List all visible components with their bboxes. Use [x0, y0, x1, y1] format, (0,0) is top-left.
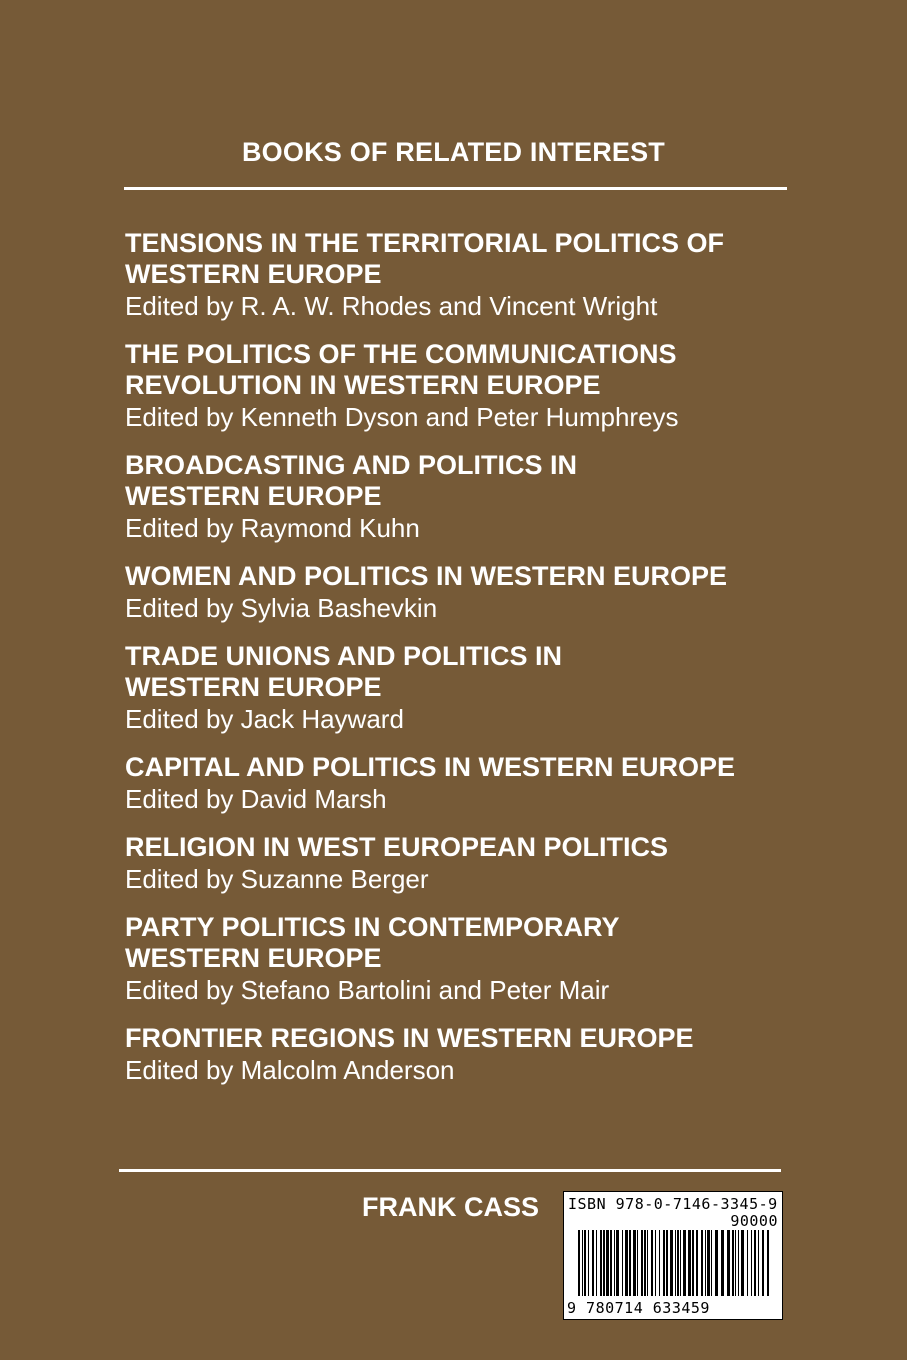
- book-title: BROADCASTING AND POLITICS IN WESTERN EUROPE: [125, 450, 577, 511]
- book-entry: [125, 912, 825, 1006]
- book-editor: Edited by Suzanne Berger: [125, 864, 429, 894]
- barcode-bars-icon: [574, 1230, 774, 1296]
- isbn-text: ISBN 978-0-7146-3345-9: [568, 1195, 778, 1213]
- book-editor: Edited by Sylvia Bashevkin: [125, 593, 438, 623]
- book-title: TRADE UNIONS AND POLITICS IN WESTERN EUROPE: [125, 641, 563, 702]
- book-entry: [125, 641, 825, 735]
- ean-number: 9 780714 633459: [567, 1299, 710, 1317]
- book-entry: [125, 832, 825, 895]
- book-title: FRONTIER REGIONS IN WESTERN EUROPE: [125, 1023, 694, 1053]
- book-editor: Edited by Raymond Kuhn: [125, 513, 420, 543]
- book-entry: [125, 561, 825, 624]
- book-entry: [125, 1023, 825, 1086]
- book-title: RELIGION IN WEST EUROPEAN POLITICS: [125, 832, 669, 862]
- book-editor: Edited by Jack Hayward: [125, 704, 404, 734]
- book-entry: [125, 450, 825, 544]
- book-title: TENSIONS IN THE TERRITORIAL POLITICS OF WESTERN EUROPE: [125, 228, 725, 289]
- publisher-name: FRANK CASS: [362, 1192, 540, 1222]
- book-editor: Edited by David Marsh: [125, 784, 387, 814]
- book-entry: [125, 339, 825, 433]
- barcode: [563, 1191, 783, 1320]
- book-editor: Edited by Stefano Bartolini and Peter Mair: [125, 975, 610, 1005]
- book-title: PARTY POLITICS IN CONTEMPORARY WESTERN EUROPE: [125, 912, 620, 973]
- book-editor: Edited by Malcolm Anderson: [125, 1055, 455, 1085]
- barcode-addon-text: 90000: [730, 1212, 778, 1230]
- top-divider: [124, 187, 787, 190]
- book-title: CAPITAL AND POLITICS IN WESTERN EUROPE: [125, 752, 736, 782]
- page-title: BOOKS OF RELATED INTEREST: [241, 137, 665, 167]
- book-editor: Edited by Kenneth Dyson and Peter Humphreys: [125, 402, 679, 432]
- book-title: THE POLITICS OF THE COMMUNICATIONS REVOLUTION IN WESTERN EUROPE: [125, 339, 677, 400]
- book-entry: [125, 228, 825, 322]
- bottom-divider: [119, 1169, 781, 1172]
- book-entry: [125, 752, 825, 815]
- book-title: WOMEN AND POLITICS IN WESTERN EUROPE: [125, 561, 728, 591]
- book-editor: Edited by R. A. W. Rhodes and Vincent Wright: [125, 291, 658, 321]
- book-list: [125, 228, 825, 1103]
